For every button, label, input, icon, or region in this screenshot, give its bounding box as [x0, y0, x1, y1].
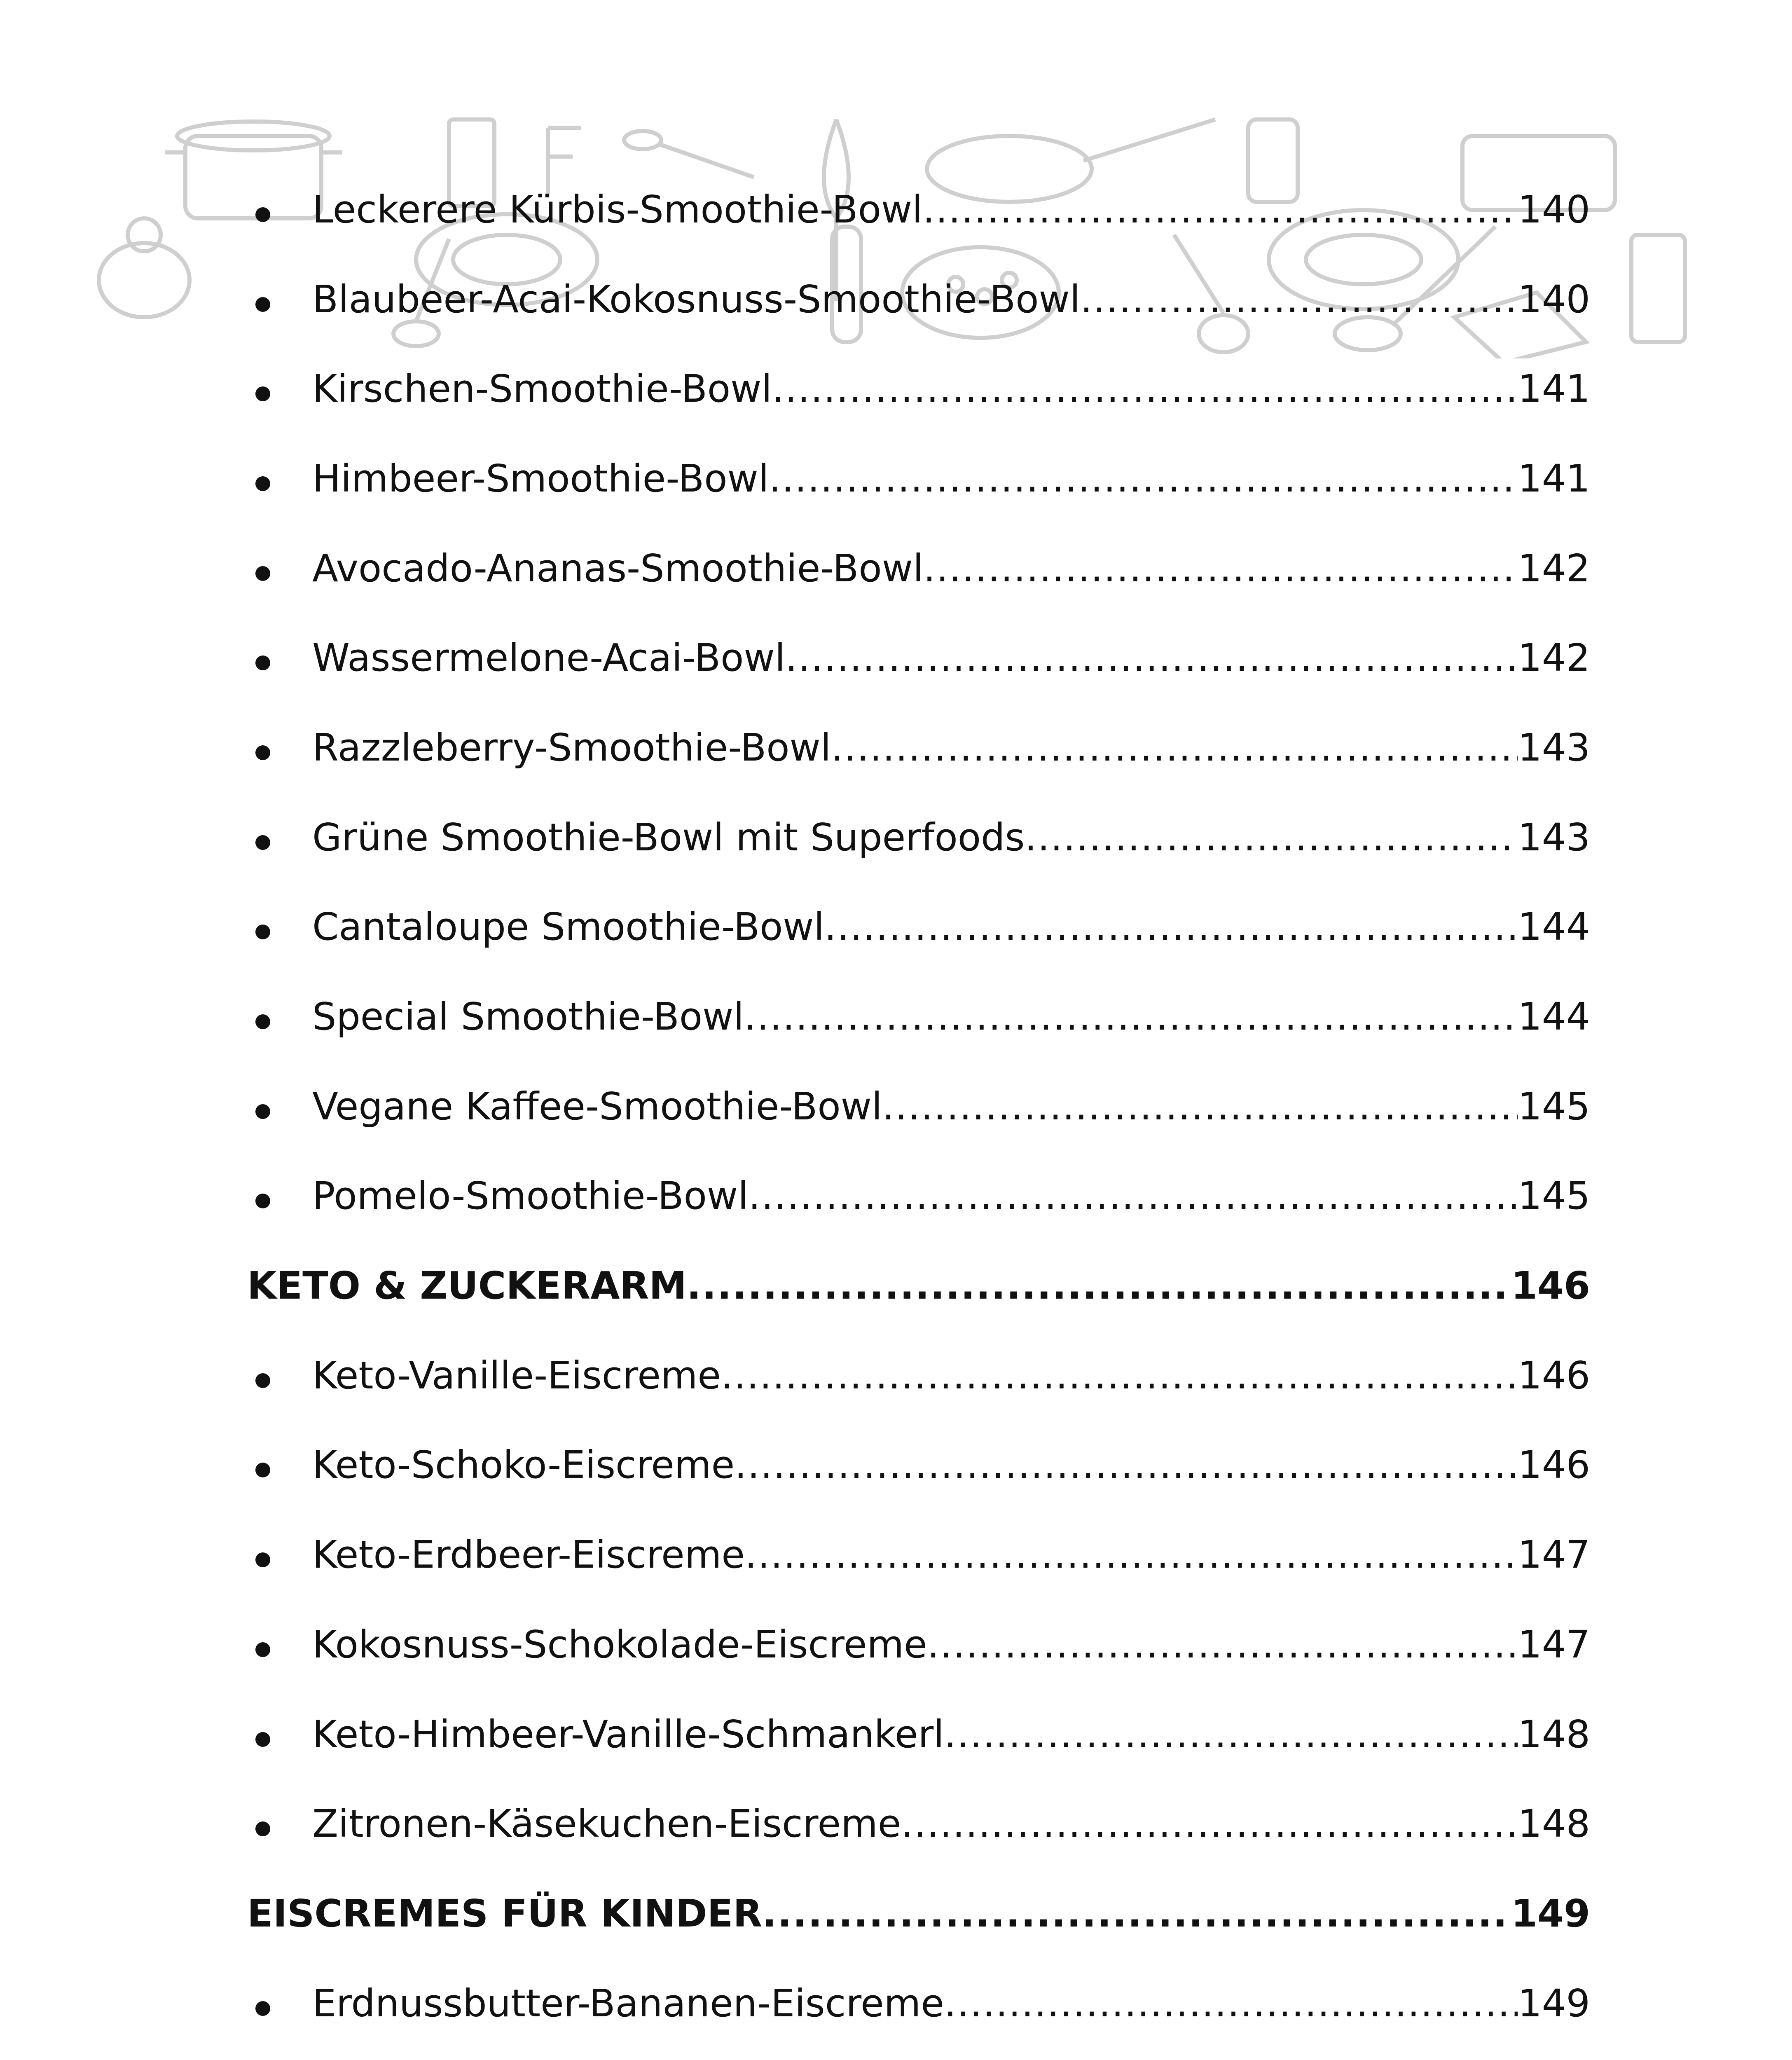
toc-entry-title: Pomelo-Smoothie-Bowl [312, 1174, 749, 1218]
dot-leader [901, 1805, 1518, 1843]
bullet-icon [255, 1014, 270, 1029]
toc-entry-title: Keto-Schoko-Eiscreme [312, 1443, 735, 1487]
bullet-icon [255, 386, 270, 401]
dot-leader [944, 1716, 1518, 1753]
dot-leader [735, 1446, 1518, 1484]
toc-entry-title: Keto-Himbeer-Vanille-Schmankerl [312, 1712, 944, 1756]
toc-page-number: 146 [1511, 1264, 1590, 1308]
table-of-contents [247, 165, 1590, 2060]
toc-section-heading[interactable] [247, 1241, 1590, 1331]
toc-entry[interactable] [247, 1779, 1590, 1869]
toc-entry-title: EISCREMES FÜR KINDER [247, 1891, 763, 1936]
toc-entry-title: Blaubeer-Acai-Kokosnuss-Smoothie-Bowl [312, 277, 1081, 321]
dot-leader [831, 729, 1518, 767]
toc-entry-title: Cantaloupe Smoothie-Bowl [312, 905, 825, 949]
toc-entry[interactable] [247, 972, 1590, 1062]
toc-entry-title: Avocado-Ananas-Smoothie-Bowl [312, 546, 924, 590]
toc-page-number: 148 [1518, 1712, 1590, 1756]
toc-page-number: 148 [1518, 1802, 1590, 1846]
bullet-icon [255, 835, 270, 850]
dot-leader [923, 191, 1518, 229]
dot-leader [882, 1088, 1518, 1126]
bullet-icon [255, 476, 270, 491]
toc-page-number: 142 [1518, 636, 1590, 680]
toc-entry-title: KETO & ZUCKERARM [247, 1264, 687, 1308]
dot-leader [824, 908, 1518, 946]
bullet-icon [255, 1821, 270, 1836]
bullet-icon [255, 1104, 270, 1119]
dot-leader [924, 550, 1518, 588]
bullet-icon [255, 297, 270, 312]
dot-leader [762, 1895, 1511, 1933]
dot-leader [744, 998, 1518, 1036]
toc-page-number: 145 [1518, 1084, 1590, 1128]
toc-entry[interactable] [247, 883, 1590, 972]
toc-entry-title: Grüne Smoothie-Bowl mit Superfoods [312, 815, 1025, 859]
dot-leader [749, 1177, 1518, 1215]
toc-entry[interactable] [247, 1959, 1590, 2048]
toc-entry-title: Erdnussbutter-Bananen-Eiscreme [312, 1981, 944, 2025]
toc-page-number: 141 [1518, 456, 1590, 501]
toc-entry[interactable] [247, 2048, 1590, 2060]
toc-entry[interactable] [247, 1690, 1590, 1779]
toc-entry-title: Kokosnuss-Schokolade-Eiscreme [312, 1622, 927, 1667]
toc-entry[interactable] [247, 524, 1590, 613]
bullet-icon [255, 745, 270, 760]
toc-entry-title: Keto-Vanille-Eiscreme [312, 1353, 721, 1398]
bullet-icon [255, 566, 270, 581]
dot-leader [944, 1985, 1518, 2023]
toc-entry-title: Himbeer-Smoothie-Bowl [312, 456, 769, 501]
bullet-icon [255, 1373, 270, 1388]
toc-page-number: 140 [1518, 277, 1590, 321]
bullet-icon [255, 1552, 270, 1567]
toc-entry-title: Leckerere Kürbis-Smoothie-Bowl [312, 187, 923, 232]
bullet-icon [255, 2001, 270, 2016]
toc-entry[interactable] [247, 1510, 1590, 1600]
dot-leader [927, 1626, 1518, 1664]
toc-entry[interactable] [247, 434, 1590, 524]
bullet-icon [255, 1732, 270, 1747]
toc-entry[interactable] [247, 1331, 1590, 1421]
toc-entry[interactable] [247, 344, 1590, 434]
toc-entry[interactable] [247, 613, 1590, 703]
toc-page-number: 147 [1518, 1622, 1590, 1667]
toc-entry[interactable] [247, 165, 1590, 255]
dot-leader [687, 1267, 1511, 1305]
toc-page-number: 149 [1511, 1891, 1590, 1936]
toc-page-number: 146 [1518, 1443, 1590, 1487]
toc-entry[interactable] [247, 703, 1590, 793]
toc-section-heading[interactable] [247, 1869, 1590, 1959]
dot-leader [721, 1357, 1518, 1395]
dot-leader [772, 370, 1518, 408]
dot-leader [745, 1536, 1518, 1574]
dot-leader [785, 639, 1518, 677]
bullet-icon [255, 1642, 270, 1657]
toc-page-number: 146 [1518, 1353, 1590, 1398]
toc-page-number: 144 [1518, 995, 1590, 1039]
dot-leader [1025, 819, 1518, 857]
toc-entry-title: Vegane Kaffee-Smoothie-Bowl [312, 1084, 882, 1128]
toc-entry-title: Kirschen-Smoothie-Bowl [312, 367, 772, 411]
toc-entry-title: Razzleberry-Smoothie-Bowl [312, 725, 831, 770]
toc-entry[interactable] [247, 1152, 1590, 1241]
toc-entry[interactable] [247, 1421, 1590, 1510]
toc-entry-title: Zitronen-Käsekuchen-Eiscreme [312, 1802, 901, 1846]
toc-page-number: 145 [1518, 1174, 1590, 1218]
dot-leader [769, 460, 1518, 498]
toc-page-number: 142 [1518, 546, 1590, 590]
toc-entry-title: Wassermelone-Acai-Bowl [312, 636, 786, 680]
toc-entry[interactable] [247, 793, 1590, 883]
toc-entry[interactable] [247, 1062, 1590, 1152]
toc-entry-title: Special Smoothie-Bowl [312, 995, 744, 1039]
toc-entry-title: Keto-Erdbeer-Eiscreme [312, 1533, 745, 1577]
dot-leader [1080, 281, 1518, 318]
toc-page-number: 143 [1518, 725, 1590, 770]
toc-page-number: 140 [1518, 187, 1590, 232]
toc-page-number: 143 [1518, 815, 1590, 859]
toc-page-number: 144 [1518, 905, 1590, 949]
toc-page-number: 149 [1518, 1981, 1590, 2025]
bullet-icon [255, 207, 270, 222]
toc-entry[interactable] [247, 1600, 1590, 1690]
toc-page-number: 141 [1518, 367, 1590, 411]
toc-page-number: 147 [1518, 1533, 1590, 1577]
toc-entry[interactable] [247, 255, 1590, 344]
